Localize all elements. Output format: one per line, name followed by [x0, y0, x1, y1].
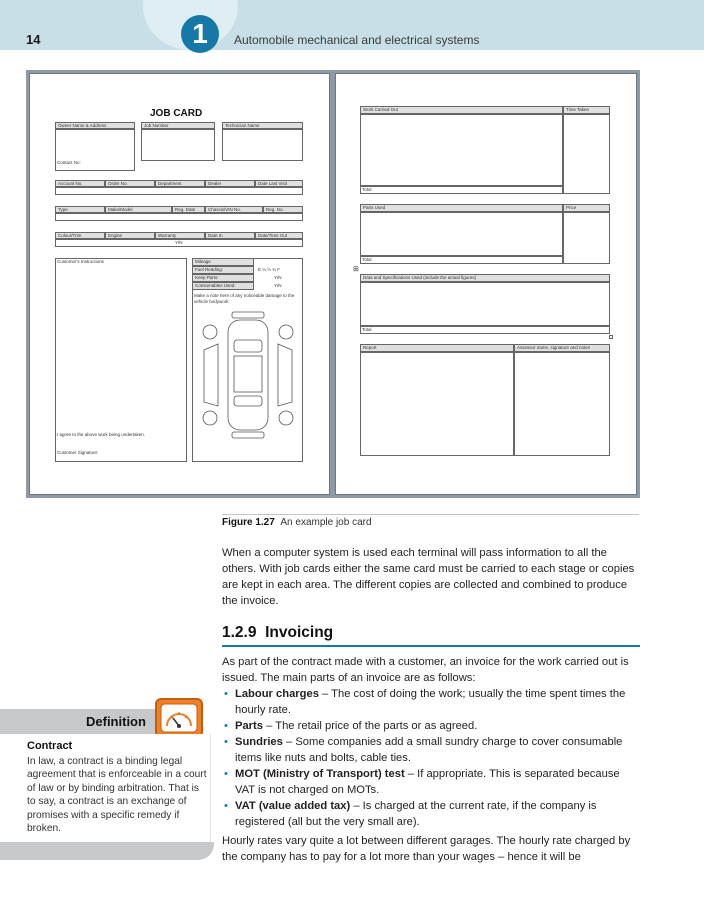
car-front-bumper	[232, 312, 264, 318]
instructions-label: Customer's Instructions	[57, 259, 104, 264]
car-right-side	[278, 344, 292, 406]
car-roof	[234, 356, 262, 392]
paragraph-hourly-rates: Hourly rates vary quite a lot between different garages. The hourly rate charged by the company has to pay for a lot more than your wages – hence it will be	[222, 835, 631, 863]
figure-caption	[222, 514, 639, 528]
list-item	[222, 718, 640, 734]
invoice-parts-list	[222, 686, 640, 830]
fuel-scale: E ¼ ½ ¾ F	[258, 267, 281, 272]
caption-text: An example job card	[280, 517, 372, 528]
wheel-rear-left	[203, 411, 217, 425]
definition-term: Contract	[27, 740, 73, 752]
reg-no-header: Reg. No.	[263, 206, 303, 213]
type-header: Type	[55, 206, 105, 213]
list-item-text: – The cost of doing the work; usually the time spent times the hourly rate.	[235, 688, 626, 716]
time-taken-header: Time Taken	[563, 106, 610, 114]
work-carried-out-header: Work Carried Out	[360, 106, 563, 114]
parts-total-label: Total	[362, 257, 372, 262]
job-number-box	[141, 129, 215, 161]
list-item-text: – If appropriate. This is separated because VAT is not charged on MOTs.	[235, 768, 620, 796]
move-handle-icon: ⊞	[353, 266, 359, 273]
consumables-label: Consumables Used:	[192, 282, 254, 290]
resize-handle	[609, 335, 613, 339]
technician-box	[222, 129, 303, 161]
contact-label: Contact No:	[57, 160, 81, 165]
keep-parts-value: Y/N	[274, 275, 282, 280]
bullet-icon: •	[224, 800, 228, 812]
price-header: Price	[563, 204, 610, 212]
reg-date-header: Reg. Date	[172, 206, 205, 213]
price-box	[563, 212, 610, 264]
list-item-text: – Some companies add a small sundry charge to cover consumable items like nuts and bolts, cable ties.	[235, 736, 623, 764]
owner-name-header: Owner Name & Address	[55, 122, 135, 129]
list-item-term: Labour charges	[235, 688, 319, 700]
data-total-row	[360, 326, 610, 334]
work-total-row	[360, 186, 563, 194]
car-windscreen	[234, 340, 262, 352]
list-item	[222, 686, 640, 718]
consumables-value: Y/N	[274, 283, 282, 288]
report-box	[360, 352, 514, 456]
date-in-header: Date In	[205, 232, 255, 239]
data-specs-box	[360, 282, 610, 326]
job-card-figure	[26, 70, 640, 498]
paragraph-job-cards: When a computer system is used each terminal will pass information to all the others. With job cards either the same card must be carried to each stage or copies are kept in each area. The different copies are collected and combined to produce the invoice.	[222, 547, 635, 607]
make-model-header: Make/Model	[105, 206, 172, 213]
bullet-icon: •	[224, 736, 228, 748]
assessor-header: Assessor name, signature and notes	[514, 344, 610, 352]
car-left-side	[204, 344, 218, 406]
job-card-front	[29, 73, 330, 495]
warranty-header: Warranty	[155, 232, 205, 239]
department-header: Department	[155, 180, 205, 187]
data-total-label: Total	[362, 327, 372, 332]
list-item-term: Parts	[235, 720, 263, 732]
bullet-icon: •	[224, 720, 228, 732]
wheel-rear-right	[279, 411, 293, 425]
job-card-title: JOB CARD	[150, 108, 203, 119]
report-header: Report	[360, 344, 514, 352]
paragraph-invoice-intro: As part of the contract made with a customer, an invoice for the work carried out is issued. The main parts of an invoice are as follows:	[222, 656, 629, 684]
wheel-front-left	[203, 325, 217, 339]
wheel-front-right	[279, 325, 293, 339]
keep-parts-label: Keep Parts:	[192, 274, 254, 282]
last-visit-header: Date Last Visit	[255, 180, 303, 187]
list-item-term: VAT (value added tax)	[235, 800, 351, 812]
fuel-label: Fuel Reading:	[192, 266, 254, 274]
damage-note: Make a note here of any noticeable damage to the vehicle bodywork:	[194, 293, 295, 304]
section-heading	[222, 624, 640, 647]
definition-footer-bar	[0, 842, 214, 860]
date-out-header: Date/Time Out	[255, 232, 303, 239]
technician-header: Technician Name	[222, 122, 303, 129]
caption-label: Figure 1.27	[222, 517, 275, 528]
list-item-term: MOT (Ministry of Transport) test	[235, 768, 405, 780]
colour-header: Colour/Trim	[55, 232, 105, 239]
bullet-icon: •	[224, 768, 228, 780]
list-item-term: Sundries	[235, 736, 283, 748]
parts-total-row	[360, 256, 563, 264]
dealer-header: Dealer	[205, 180, 255, 187]
page-number: 14	[26, 32, 41, 47]
time-taken-box	[563, 114, 610, 194]
order-header: Order No.	[105, 180, 155, 187]
job-number-header: Job Number	[141, 122, 215, 129]
section-number: 1.2.9	[222, 624, 257, 641]
job-card-back	[335, 73, 637, 495]
work-carried-out-box	[360, 114, 563, 186]
definition-text: In law, a contract is a binding legal agreement that is enforceable in a court of law or by binding arbitration. That is to say, a contract is an exchange of promises with a specific remedy if broken.	[27, 756, 207, 835]
work-total-label: Total	[362, 187, 372, 192]
row2-values	[55, 187, 303, 195]
list-item-text: – Is charged at the current rate, if the company is registered (all but the very small are).	[235, 800, 597, 828]
running-header-title: Automobile mechanical and electrical systems	[234, 33, 480, 47]
list-item	[222, 766, 640, 798]
agree-statement: I agree to the above work being undertaken.	[57, 432, 146, 437]
parts-used-header: Parts Used	[360, 204, 563, 212]
engine-header: Engine	[105, 232, 155, 239]
data-specs-header: Data and Specifications Used (include the actual figures)	[360, 274, 610, 282]
chassis-header: Chassis/VIN No.	[205, 206, 263, 213]
warranty-value: Y/N	[175, 240, 183, 245]
chapter-number-badge: 1	[181, 15, 219, 53]
definition-heading: Definition	[86, 714, 146, 729]
mileage-label: Mileage	[192, 258, 254, 266]
account-header: Account No.	[55, 180, 105, 187]
car-rear-bumper	[232, 432, 264, 438]
list-item	[222, 734, 640, 766]
parts-used-box	[360, 212, 563, 256]
list-item	[222, 798, 640, 830]
gauge-icon	[155, 698, 203, 738]
gauge-icon-graphic	[157, 700, 201, 736]
list-item-text: – The retail price of the parts or as agreed.	[263, 720, 478, 732]
section-title: Invoicing	[265, 624, 334, 641]
bullet-icon: •	[224, 688, 228, 700]
signature-label: Customer Signature:	[57, 450, 99, 455]
assessor-box	[514, 352, 610, 456]
row3-values	[55, 213, 303, 221]
vehicle-damage-diagram	[196, 310, 300, 440]
car-rear-window	[234, 396, 262, 406]
